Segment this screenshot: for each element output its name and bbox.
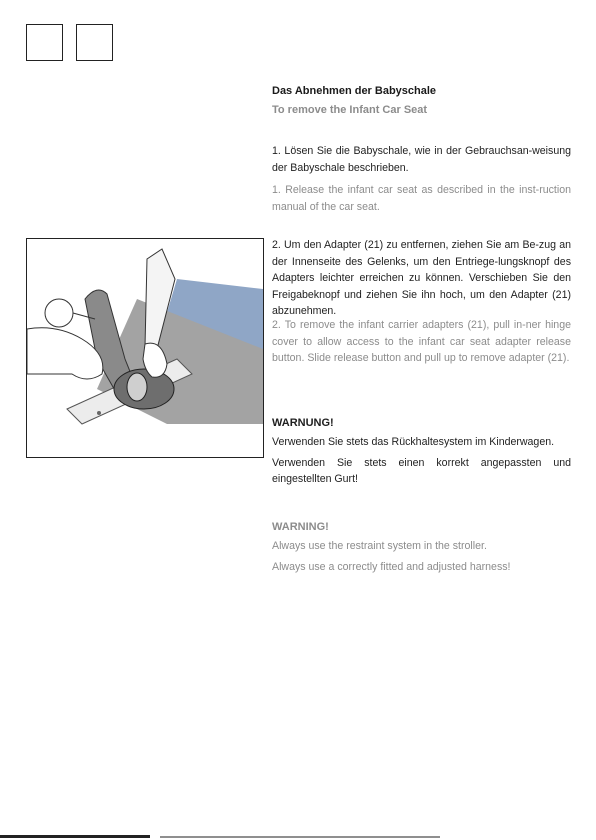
page-marker-box-1 [26, 24, 63, 61]
warning-english-line-2: Always use a correctly fitted and adjusted harness! [272, 560, 511, 573]
warning-english [272, 519, 571, 575]
edge-artifact [0, 835, 150, 838]
illustration-drawing [27, 239, 263, 457]
left-hand [27, 328, 103, 379]
warning-english-heading: WARNING! [272, 521, 329, 533]
warning-english-line-1: Always use the restraint system in the stroller. [272, 540, 487, 552]
step2-german: 2. Um den Adapter (21) zu entfernen, ziehen Sie am Be-zug an der Innenseite des Gelenks, um den Entriege-lungsknopf des Adapters leichter erreichen zu können. Verschieben Sie den Freigabeknopf und ziehen Sie ihn hoch, um den Adapter (21) abzunehmen. [272, 239, 571, 317]
title-english: To remove the Infant Car Seat [272, 104, 428, 116]
rail-hole [97, 411, 101, 415]
step1-german: 1. Lösen Sie die Babyschale, wie in der Gebrauchsan-weisung der Babyschale beschrieben. [272, 145, 571, 174]
section-title [272, 83, 571, 118]
adapter-removal-illustration [26, 238, 264, 458]
callout-circle [45, 299, 73, 327]
page-marker-box-2 [76, 24, 113, 61]
warning-german-heading: WARNUNG! [272, 417, 334, 429]
bottom-edge-artifacts [0, 832, 596, 840]
step1-english: 1. Release the infant car seat as described in the inst-ruction manual of the car seat. [272, 184, 571, 213]
warning-german-line-1: Verwenden Sie stets das Rückhaltesystem im Kinderwagen. [272, 436, 555, 448]
edge-artifact [160, 836, 440, 838]
warning-german [272, 415, 571, 488]
release-button [127, 373, 147, 401]
warning-german-line-2: Verwenden Sie stets einen korrekt angepassten und eingestellten Gurt! [272, 456, 571, 485]
step2-english: 2. To remove the infant carrier adapters (21), pull in-ner hinge cover to allow access to the infant car seat adapter release button. Slide release button and pull up to remove adapter (21). [272, 319, 571, 364]
title-german: Das Abnehmen der Babyschale [272, 85, 437, 97]
